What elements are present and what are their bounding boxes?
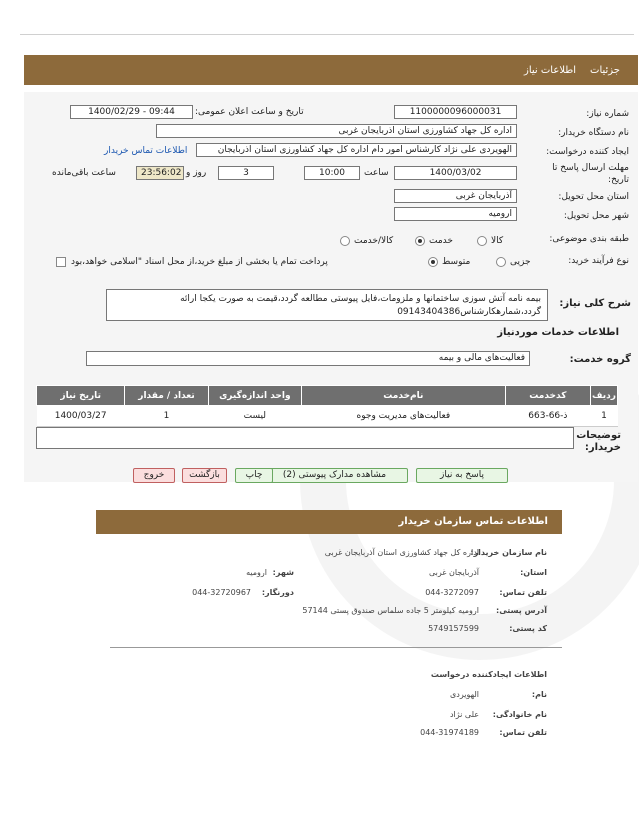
fax-value: 044-32720967 [192,588,251,597]
description-label: شرح کلی نیاز: [559,298,631,309]
cell-qty: 1 [125,406,208,427]
cell-unit: لیست [208,406,301,427]
remaining-time-field: 23:56:02 [136,166,184,180]
reply-button[interactable]: پاسخ به نیاز [416,468,508,483]
category-goods-option[interactable] [477,236,503,246]
city-field: ارومیه [394,207,517,221]
services-title: اطلاعات خدمات موردنیاز [497,327,619,338]
days-field: 3 [218,166,274,180]
payment-note: پرداخت تمام یا بخشی از مبلغ خرید،از محل اسناد "اسلامی خواهد،بود [71,257,328,267]
org-label: نام سازمان خریدار: [470,548,547,557]
contact-phone-label: تلفن تماس: [499,588,547,597]
process-label: نوع فرآیند خرید: [568,256,629,266]
announce-date-field: 1400/02/29 - 09:44 [70,105,193,119]
col-name: نام‌خدمت [301,386,505,406]
process-medium-option[interactable] [428,257,470,267]
print-button[interactable]: چاپ [235,468,273,483]
creator-field: الهویردی علی نژاد کارشناس امور دام اداره کل جهاد کشاورزی استان اذربایجان [196,143,517,157]
description-text: بیمه نامه آتش سوزی ساختمانها و ملزومات،فایل پیوستی مطالعه گردد،قیمت به صورت یکجا ارائه گردد،شمارهکارشناس09143404386 [106,289,548,321]
process-partial-option[interactable] [496,257,531,267]
buyer-notes-label: توضیحات خریدار: [576,430,621,453]
requester-family-label: نام خانوادگی: [492,710,547,719]
cell-name: فعالیت‌های مدیریت وجوه [301,406,505,427]
back-button[interactable]: بازگشت [182,468,227,483]
cell-row: 1 [591,406,618,427]
category-both-text: کالا/خدمت [354,236,394,246]
buyer-contact-link[interactable]: اطلاعات تماس خریدار [104,146,188,156]
contact-phone-value: 044-3272097 [425,588,479,597]
category-label: طبقه بندی موضوعی: [549,234,629,244]
org-value: اداره کل جهاد کشاورزی استان آذربایجان غربی [324,548,479,557]
requester-title: اطلاعات ایجادکننده درخواست [430,670,547,679]
process-partial-radio[interactable] [496,257,506,267]
table-row [37,406,618,427]
postal-value: 5749157599 [428,624,479,633]
islamic-payment-option[interactable] [56,257,328,267]
page-header [24,55,638,85]
service-group-label: گروه خدمت: [569,354,631,365]
deadline-label: مهلت ارسال پاسخ تا تاریخ: [552,163,629,185]
city-label: شهر محل تحویل: [563,211,629,221]
payment-checkbox[interactable] [56,257,66,267]
contact-section-title: اطلاعات تماس سازمان خریدار [96,510,562,534]
col-date: تاریخ نیاز [37,386,125,406]
address-label: آدرس پستی: [496,606,547,615]
postal-label: کد پستی: [509,624,547,633]
col-code: کدخدمت [505,386,590,406]
table-header-row [37,386,618,406]
category-both-radio[interactable] [340,236,350,246]
col-row: ردیف [591,386,618,406]
need-number-field: 1100000096000031 [394,105,517,119]
col-unit: واحد اندازه‌گیری [208,386,301,406]
cell-date: 1400/03/27 [37,406,125,427]
contact-city-value: ارومیه [246,568,267,577]
requester-name-value: الهویردی [450,690,479,699]
requester-phone-value: 044-31974189 [420,728,479,737]
deadline-hour-field: 10:00 [304,166,360,180]
requester-name-label: نام: [531,690,547,699]
province-field: آذربایجان غربی [394,189,517,203]
attachments-button[interactable]: مشاهده مدارک پیوستی (2) [261,468,408,483]
tab-need-info[interactable]: اطلاعات نیاز [524,64,577,76]
contact-divider [110,647,562,648]
buyer-notes-field [36,427,574,449]
service-group-field: فعالیت‌های مالی و بیمه [86,351,530,366]
days-label: روز و [186,168,207,178]
process-partial-text: جزیی [510,257,531,267]
buyer-label: نام دستگاه خریدار: [558,128,629,138]
hour-label: ساعت [364,168,389,178]
requester-phone-label: تلفن تماس: [499,728,547,737]
category-both-option[interactable] [340,236,393,246]
deadline-date-field: 1400/03/02 [394,166,517,180]
category-service-radio[interactable] [415,236,425,246]
tab-details[interactable]: جزئیات [590,64,620,76]
contact-province-value: آذربایجان غربی [428,568,479,577]
category-goods-radio[interactable] [477,236,487,246]
process-medium-text: متوسط [442,257,471,267]
buyer-field: اداره کل جهاد کشاورزی استان اذربایجان غربی [156,124,517,138]
contact-province-label: استان: [520,568,547,577]
address-value: ارومیه کیلومتر 5 جاده سلماس صندوق پستی 57144 [302,606,479,615]
province-label: استان محل تحویل: [558,192,629,202]
fax-label: دورنگار: [261,588,294,597]
category-goods-text: کالا [491,236,504,246]
need-number-label: شماره نیاز: [586,109,629,119]
services-table [36,385,618,427]
top-divider [20,34,634,35]
contact-city-label: شهر: [272,568,294,577]
category-service-option[interactable] [415,236,453,246]
cell-code: ذ-66-663 [505,406,590,427]
exit-button[interactable]: خروج [133,468,175,483]
col-qty: تعداد / مقدار [125,386,208,406]
announce-label: تاریخ و ساعت اعلان عمومی: [195,107,304,117]
category-service-text: خدمت [429,236,453,246]
remaining-label: ساعت باقی‌مانده [52,168,116,178]
requester-family-value: علی نژاد [449,710,479,719]
process-medium-radio[interactable] [428,257,438,267]
creator-label: ایجاد کننده درخواست: [546,147,629,157]
